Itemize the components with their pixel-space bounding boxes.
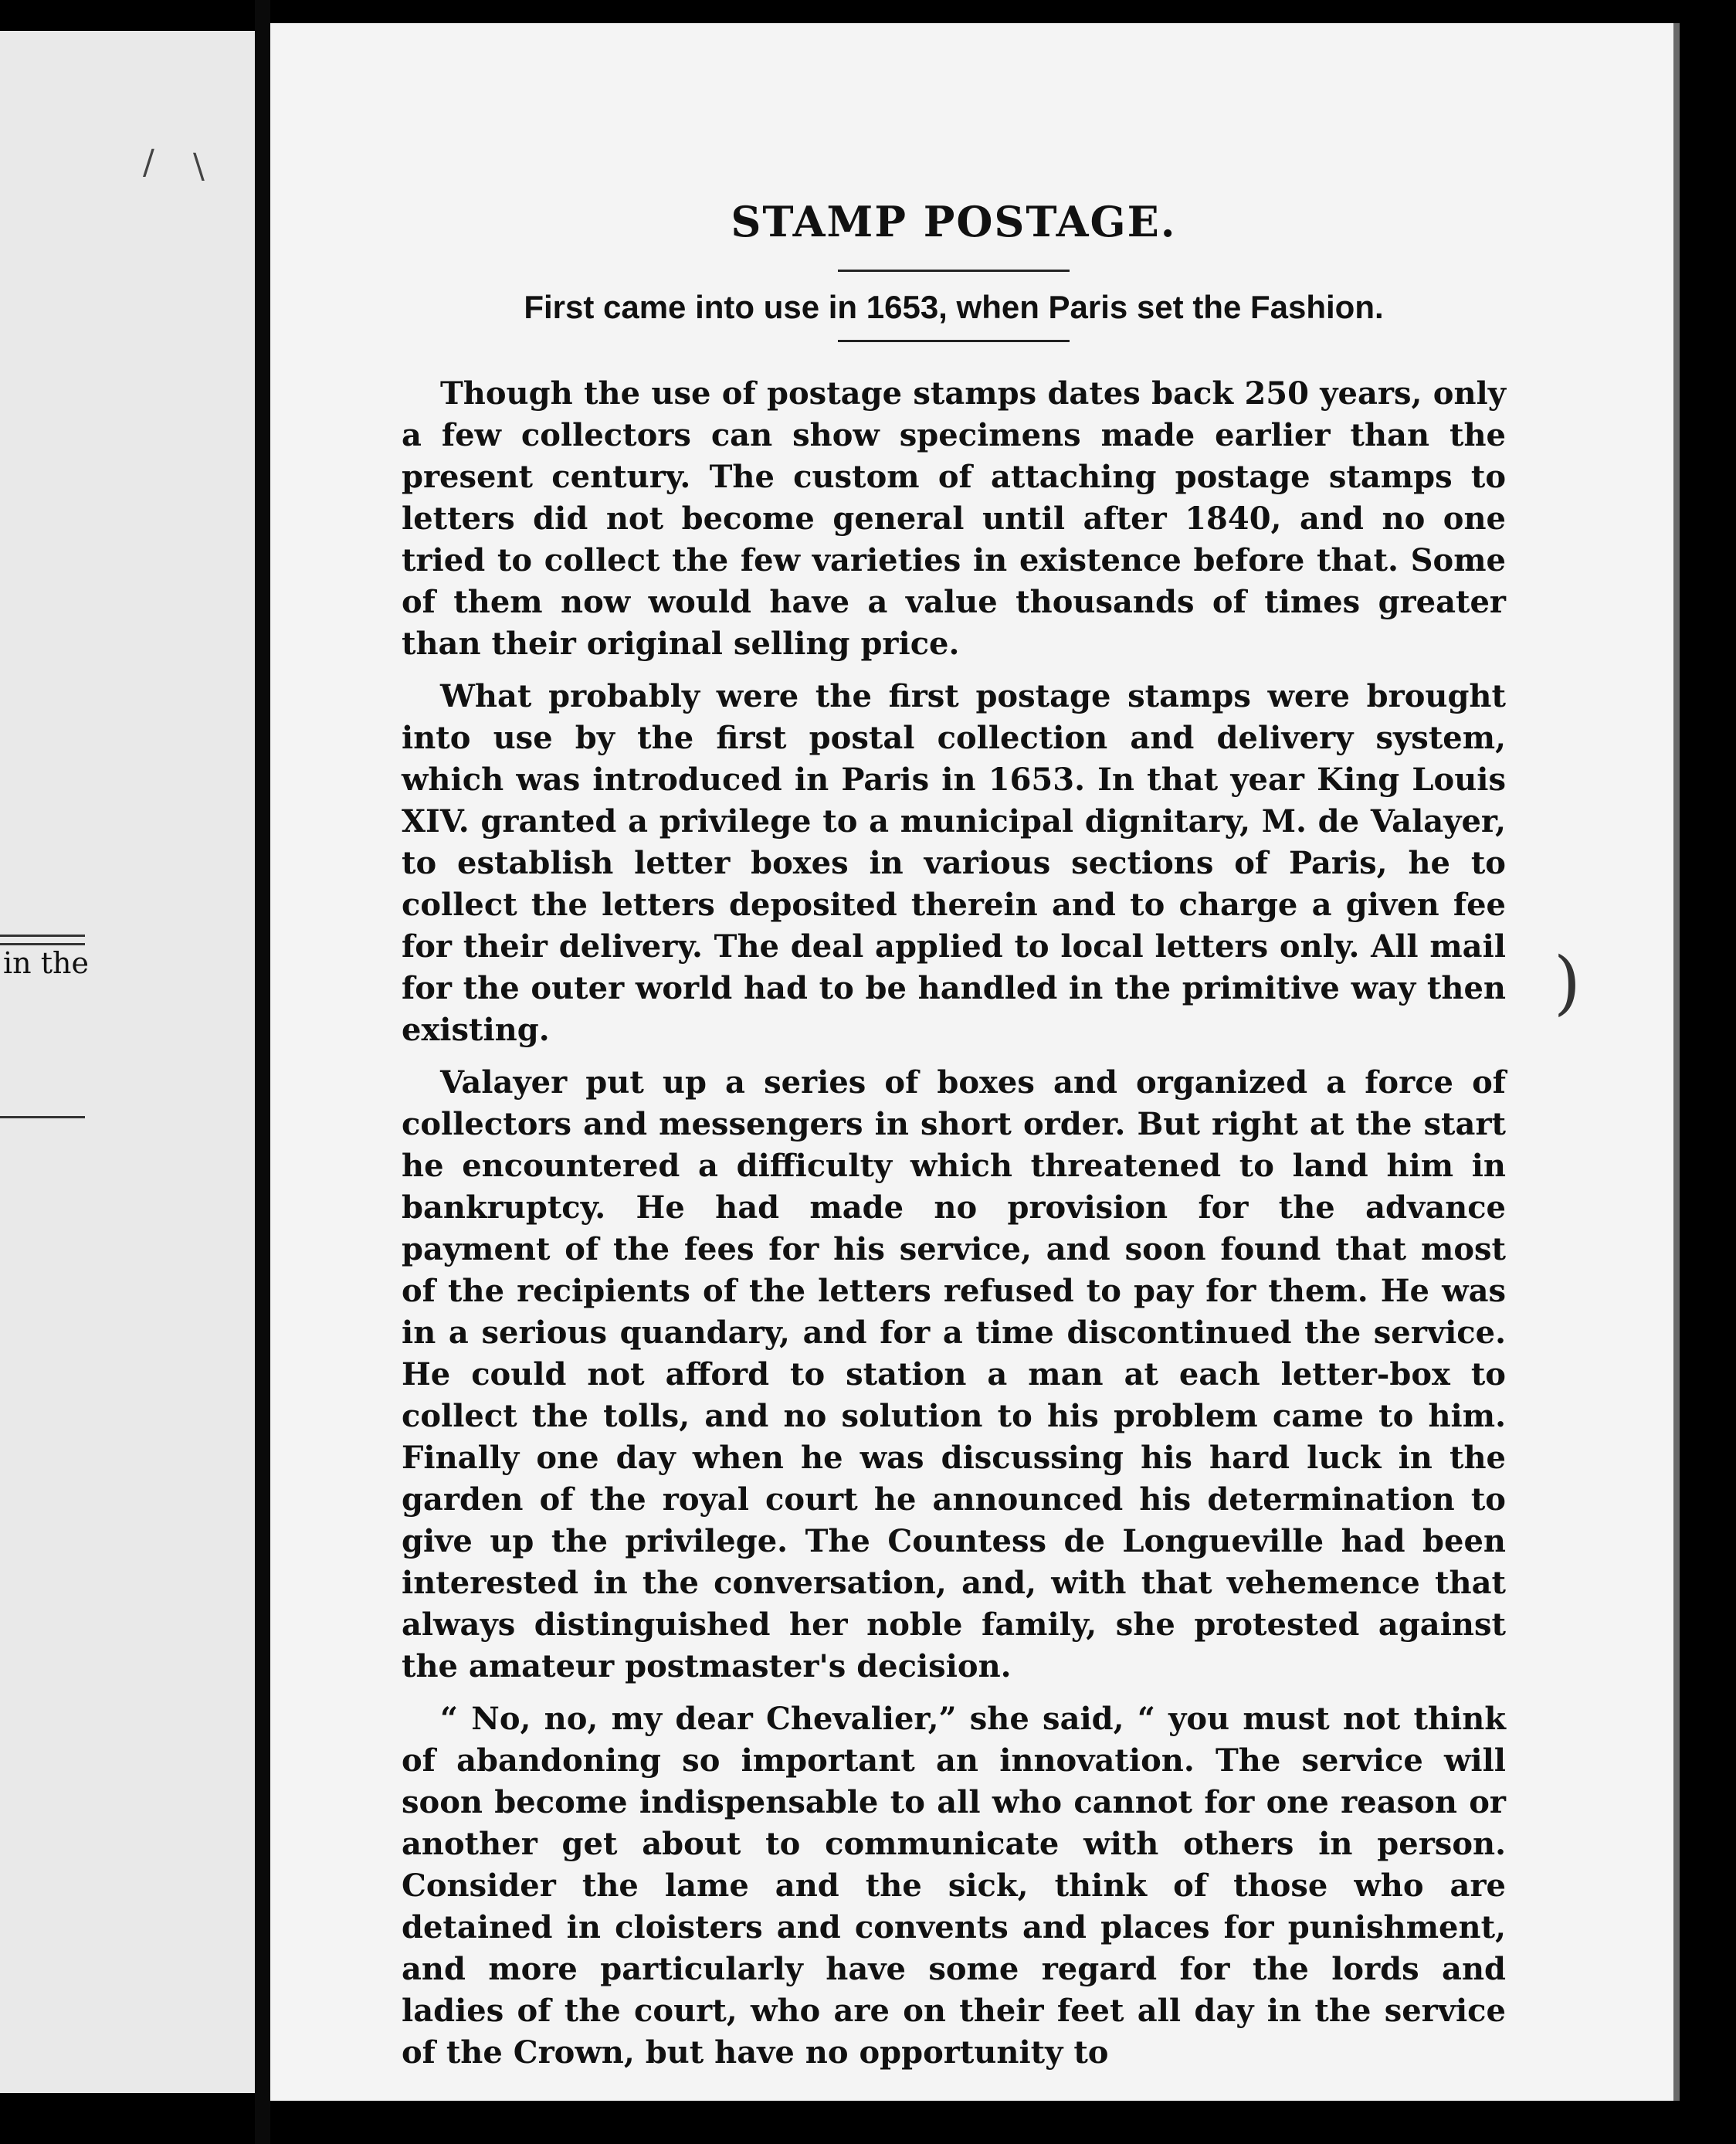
margin-bracket-mark: ) — [1553, 942, 1581, 1023]
double-rule — [0, 935, 85, 945]
pencil-mark: / — [143, 143, 154, 182]
paragraph: Though the use of postage stamps dates back 250 years, only a few collectors can show specimens made earlier than the present century. The custom of attaching postage stamps to letters did not become general until after 1840, and no one tried to collect the few varieties in existence before that. Some of them now would have a value thousands of times greater than their original selling price. — [402, 375, 1506, 662]
right-page — [270, 23, 1680, 2101]
paragraph: “ No, no, my dear Chevalier,” she said, “ you must not think of abandoning so important an innovation. The service will soon become indispensable to all who cannot for one reason or another get about to communicate with others in person. Consider the lame and the sick, think of those who are detained in cloisters and convents and places for punishment, and more particularly have some regard for the lords and ladies of the court, who are on their feet all day in the service of the Crown, but have no opportunity to — [402, 1701, 1506, 2071]
page-title: STAMP POSTAGE. — [731, 197, 1177, 246]
single-rule — [0, 1116, 85, 1118]
pencil-mark: \ — [193, 147, 205, 186]
page-content — [402, 197, 1506, 2085]
subtitle-rule — [838, 340, 1070, 342]
book-gutter — [255, 0, 270, 2144]
page-subtitle: First came into use in 1653, when Paris set the Fashion. — [524, 289, 1384, 325]
left-page-text: in the — [3, 946, 89, 980]
left-page-fragment — [0, 31, 255, 2093]
paragraph: Valayer put up a series of boxes and organized a force of collectors and messengers in short order. But right at the start he encountered a difficulty which threatened to land him in bankruptcy. He had made no provision for the advance payment of the fees for his service, and soon found that most of the recipients of the letters refused to pay for them. He was in a serious quandary, and for a time discontinued the service. He could not afford to station a man at each letter-box to collect the tolls, and no solution to his problem came to him. Finally one day when he was discussing his hard luck in the garden of the royal court he announced his determination to give up the privilege. The Countess de Longueville had been interested in the conversation, and, with that vehemence that always distinguished her noble family, she protested against the amateur postmaster's decision. — [402, 1064, 1506, 1684]
article-body — [402, 373, 1506, 2074]
title-rule — [838, 270, 1070, 272]
paragraph: What probably were the first postage stamps were brought into use by the first postal collection and delivery system, which was introduced in Paris in 1653. In that year King Louis XIV. granted a privilege to a municipal dignitary, M. de Valayer, to establish letter boxes in various sections of Paris, he to collect the letters deposited therein and to charge a given fee for their delivery. The deal applied to local letters only. All mail for the outer world had to be handled in the primitive way then existing. — [402, 678, 1506, 1048]
